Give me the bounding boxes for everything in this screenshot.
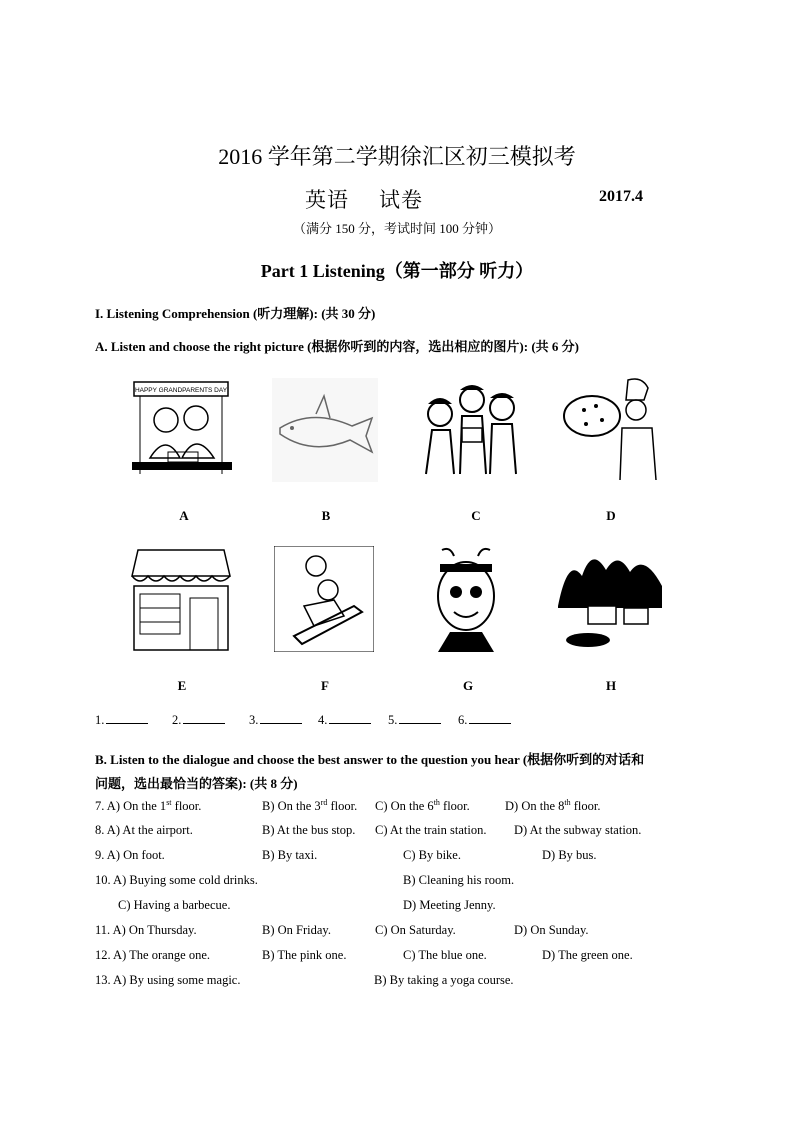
question-7: 7. A) On the 1st floor. B) On the 3rd floor. C) On the 6th floor. D) On the 8th floor. bbox=[95, 798, 601, 814]
question-10-row1: 10. A) Buying some cold drinks. B) Cleaning his room. bbox=[95, 873, 515, 887]
picture-c bbox=[418, 378, 524, 482]
part-heading: Part 1 Listening（第一部分 听力） bbox=[260, 261, 534, 281]
picture-b bbox=[272, 378, 378, 482]
question-8: 8. A) At the airport. B) At the bus stop. C) At the train station. D) At the subway station. bbox=[95, 823, 642, 837]
answer-1: 1. bbox=[95, 713, 148, 728]
answer-blank-5[interactable] bbox=[399, 723, 441, 724]
grandparents-day-icon bbox=[130, 378, 236, 480]
paper-label: 试卷 bbox=[379, 188, 423, 212]
children-reading-icon bbox=[418, 378, 524, 482]
answer-5: 5. bbox=[388, 713, 441, 728]
question-12: 12. A) The orange one. B) The pink one. C) The blue one. D) The green one. bbox=[95, 948, 633, 962]
exam-note: （满分 150 分，考试时间 100 分钟） bbox=[292, 221, 501, 236]
monkey-king-icon bbox=[432, 546, 500, 654]
picture-label-a: A bbox=[179, 508, 189, 523]
subject-label: 英语 bbox=[305, 188, 349, 212]
sledding-icon bbox=[274, 546, 374, 652]
answer-blank-1[interactable] bbox=[106, 723, 148, 724]
answer-blank-2[interactable] bbox=[183, 723, 225, 724]
answer-blank-3[interactable] bbox=[260, 723, 302, 724]
picture-label-b: B bbox=[321, 508, 331, 523]
question-13: 13. A) By using some magic. B) By taking a yoga course. bbox=[95, 973, 514, 987]
answer-blank-6[interactable] bbox=[469, 723, 511, 724]
picture-d bbox=[562, 376, 660, 484]
section-1-heading: I. Listening Comprehension (听力理解): (共 30 分) bbox=[95, 306, 376, 321]
page-title: 2016 学年第二学期徐汇区初三模拟考 bbox=[218, 144, 576, 169]
picture-label-f: F bbox=[321, 678, 329, 693]
picture-g bbox=[432, 546, 500, 654]
section-b-heading-cont: 问题，选出最恰当的答案): (共 8 分) bbox=[95, 776, 298, 791]
picture-label-c: C bbox=[471, 508, 481, 523]
picture-e bbox=[130, 546, 232, 654]
picture-label-d: D bbox=[606, 508, 616, 523]
answer-row bbox=[95, 713, 695, 729]
picture-a bbox=[130, 378, 236, 480]
shop-icon bbox=[130, 546, 232, 654]
picture-label-e: E bbox=[177, 678, 187, 693]
village-landscape-icon bbox=[558, 546, 662, 652]
answer-blank-4[interactable] bbox=[329, 723, 371, 724]
exam-date: 2017.4 bbox=[599, 188, 643, 205]
answer-2: 2. bbox=[172, 713, 225, 728]
picture-label-h: H bbox=[605, 678, 617, 693]
answer-6: 6. bbox=[458, 713, 511, 728]
picture-h bbox=[558, 546, 662, 652]
question-11: 11. A) On Thursday. B) On Friday. C) On Saturday. D) On Sunday. bbox=[95, 923, 589, 937]
answer-4: 4. bbox=[318, 713, 371, 728]
question-9: 9. A) On foot. B) By taxi. C) By bike. D) By bus. bbox=[95, 848, 597, 862]
section-b-heading: B. Listen to the dialogue and choose the best answer to the question you hear (根据你听到的对话和 bbox=[95, 752, 645, 767]
section-a-heading: A. Listen and choose the right picture (根据你听到的内容，选出相应的图片): (共 6 分) bbox=[95, 339, 579, 354]
picture-label-g: G bbox=[462, 678, 474, 693]
svg-text:HAPPY GRANDPARENTS DAY: HAPPY GRANDPARENTS DAY bbox=[134, 387, 228, 394]
question-10-row2: C) Having a barbecue. D) Meeting Jenny. bbox=[118, 898, 496, 912]
picture-f bbox=[274, 546, 374, 652]
chef-pizza-icon bbox=[562, 376, 660, 484]
answer-3: 3. bbox=[249, 713, 302, 728]
exam-subtitle bbox=[305, 184, 423, 214]
shark-icon bbox=[272, 378, 378, 482]
